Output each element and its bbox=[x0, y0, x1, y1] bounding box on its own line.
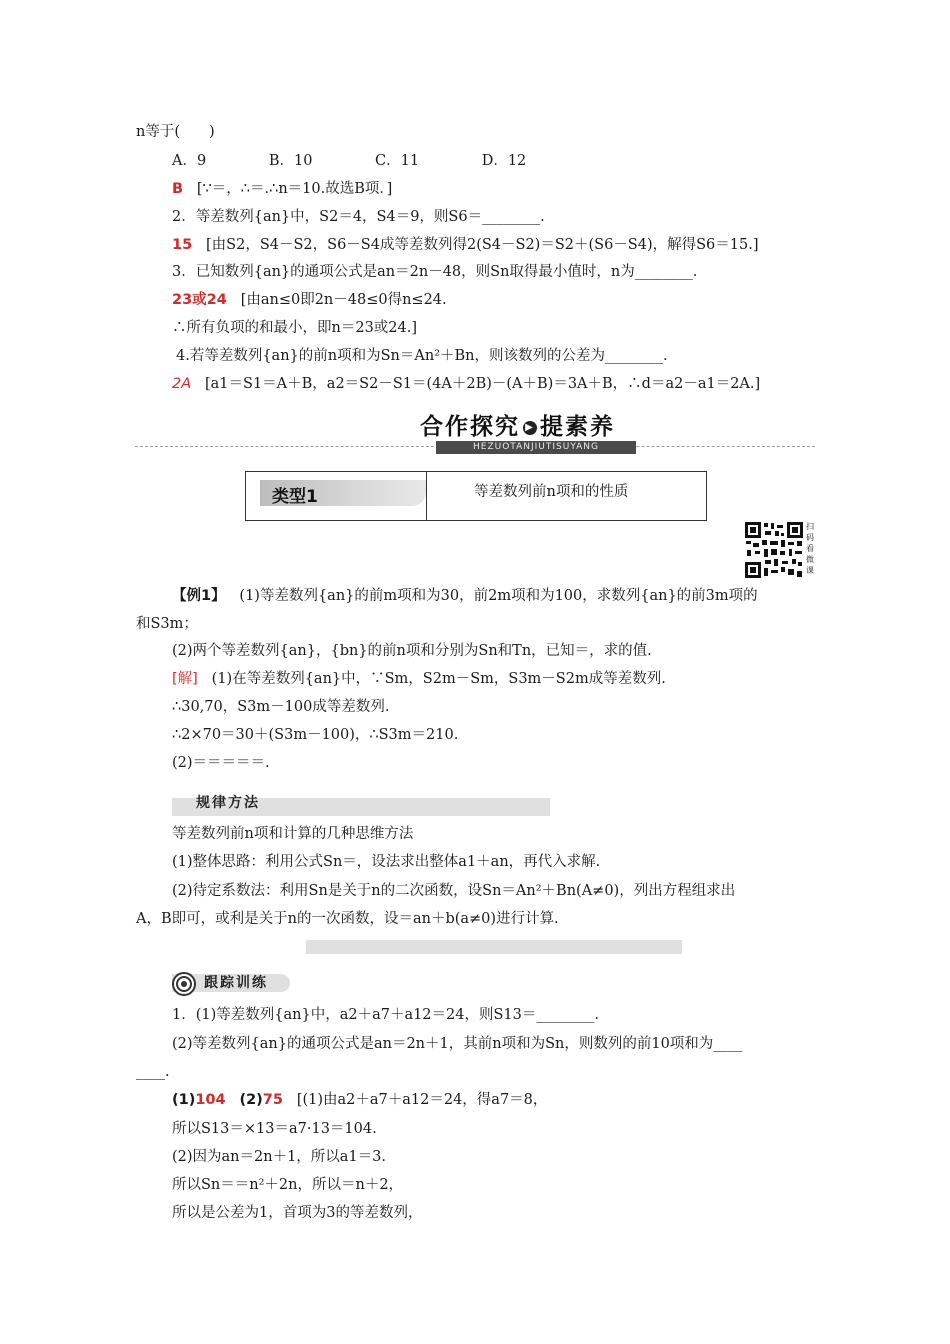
solution-text-1: (1)在等差数列{an}中，∵Sm，S2m－Sm，S3m－S2m成等差数列. bbox=[211, 671, 666, 687]
answer-3 bbox=[172, 290, 447, 310]
ans-text: [(1)由a2＋a7＋a12＝24，得a7＝8， bbox=[296, 1092, 548, 1108]
section-banner bbox=[420, 408, 660, 438]
method-point-1: (1)整体思路：利用公式Sn＝，设法求出整体a1＋an，再代入求解. bbox=[172, 854, 601, 870]
answer-4 bbox=[172, 374, 760, 394]
answer-2 bbox=[172, 235, 759, 255]
practice-q2: (2)等差数列{an}的通项公式是an＝2n＋1，其前n项和为Sn，则数列的前10项和为____ bbox=[172, 1036, 743, 1052]
example-line-1 bbox=[172, 586, 758, 606]
qr-caption-char: 码 bbox=[806, 533, 814, 542]
solution-line-2: ∴30,70，S3m－100成等差数列. bbox=[172, 699, 390, 715]
example-label: 【例1】 bbox=[172, 588, 226, 604]
answer-2-text: [由S2，S4－S2，S6－S4成等差数列得2(S4－S2)＝S2＋(S6－S4)，解得S6＝15.] bbox=[206, 237, 759, 253]
question-3: 3．已知数列{an}的通项公式是an＝2n－48，则Sn取得最小值时，n为________. bbox=[172, 264, 698, 280]
ans-b-value: 75 bbox=[262, 1092, 283, 1108]
option-b: B．10 bbox=[268, 153, 313, 169]
answer-3-text: [由an≤0即2n－48≤0得n≤24. bbox=[240, 292, 447, 308]
option-c: C．11 bbox=[375, 153, 420, 169]
method-title: 等差数列前n项和计算的几种思维方法 bbox=[172, 826, 414, 842]
ans-b-label: (2) bbox=[239, 1092, 263, 1108]
answer-1 bbox=[172, 179, 392, 199]
example-line-3: (2)两个等差数列{an}，{bn}的前n项和分别为Sn和Tn，已知＝，求的值. bbox=[172, 643, 652, 659]
banner-pinyin: HEZUOTANJIUTISUYANG bbox=[436, 441, 636, 454]
practice-q1: 1．(1)等差数列{an}中，a2＋a7＋a12＝24，则S13＝________. bbox=[172, 1007, 599, 1023]
banner-right: 提素养 bbox=[540, 414, 615, 440]
method-footer-bar bbox=[306, 940, 682, 954]
answer-1-key: B bbox=[172, 181, 184, 197]
practice-line-4: 所以是公差为1，首项为3的等差数列， bbox=[172, 1205, 423, 1221]
qr-caption-char: 课 bbox=[806, 566, 814, 575]
solution-line-3: ∴2×70＝30＋(S3m－100)，∴S3m＝210. bbox=[172, 727, 459, 743]
solution-line-1 bbox=[172, 669, 666, 689]
example-text-1: (1)等差数列{an}的前m项和为30，前2m项和为100，求数列{an}的前3m项的 bbox=[239, 588, 758, 604]
answer-4-key: 2A bbox=[172, 376, 192, 392]
answer-3-cont: ∴所有负项的和最小，即n＝23或24.] bbox=[172, 320, 418, 336]
question-2: 2．等差数列{an}中，S2＝4，S4＝9，则S6＝________. bbox=[172, 209, 545, 225]
qr-caption bbox=[806, 521, 816, 576]
arrow-icon: ▶ bbox=[523, 421, 537, 435]
qr-code-icon[interactable] bbox=[744, 521, 804, 579]
example-line-2: 和S3m； bbox=[136, 616, 198, 632]
option-a: A．9 bbox=[172, 153, 207, 169]
answer-4-text: [a1＝S1＝A＋B，a2＝S2－S1＝(4A＋2B)－(A＋B)＝3A＋B，∴d＝a2－a1＝2A.] bbox=[204, 376, 761, 392]
options-row bbox=[172, 151, 584, 171]
answer-1-text: [∵＝，∴＝.∴n＝10.故选B项．] bbox=[196, 181, 393, 197]
method-point-2: (2)待定系数法：利用Sn是关于n的二次函数，设Sn＝An²＋Bn(A≠0)，列出方程组求出 bbox=[172, 883, 736, 899]
type-title: 等差数列前n项和的性质 bbox=[474, 484, 629, 500]
answer-3-key: 23或24 bbox=[172, 292, 227, 308]
practice-line-3: 所以Sn＝＝n²＋2n，所以＝n＋2， bbox=[172, 1177, 404, 1193]
solution-line-4: (2)＝＝＝＝＝. bbox=[172, 755, 270, 771]
banner-left: 合作探究 bbox=[420, 414, 520, 440]
method-point-2-cont: A，B即可，或利是关于n的一次函数，设＝an＋b(a≠0)进行计算. bbox=[136, 911, 559, 927]
question-4: 4.若等差数列{an}的前n项和为Sn＝An²＋Bn，则该数列的公差为________. bbox=[176, 348, 668, 364]
practice-line-2: (2)因为an＝2n＋1，所以a1＝3. bbox=[172, 1149, 387, 1165]
type-header-box bbox=[245, 471, 707, 521]
practice-heading: 跟踪训练 bbox=[204, 975, 268, 991]
type-badge bbox=[260, 480, 426, 506]
practice-q2-cont: ____. bbox=[136, 1064, 170, 1080]
qr-caption-char: 微 bbox=[806, 555, 814, 564]
solution-label: [解] bbox=[172, 671, 198, 687]
qr-caption-char: 看 bbox=[806, 544, 814, 553]
practice-answer-line bbox=[172, 1090, 547, 1110]
practice-line-1: 所以S13＝×13＝a7·13＝104. bbox=[172, 1121, 377, 1137]
method-heading: 规律方法 bbox=[196, 795, 260, 811]
ans-a-value: 104 bbox=[195, 1092, 226, 1108]
type-badge-label: 类型1 bbox=[272, 487, 318, 507]
answer-2-key: 15 bbox=[172, 237, 193, 253]
qr-caption-char: 扫 bbox=[806, 522, 814, 531]
question-tail: n等于( ) bbox=[136, 124, 215, 140]
option-d: D．12 bbox=[481, 153, 527, 169]
target-icon bbox=[172, 972, 196, 996]
type-tab bbox=[246, 472, 427, 520]
ans-a-label: (1) bbox=[172, 1092, 196, 1108]
